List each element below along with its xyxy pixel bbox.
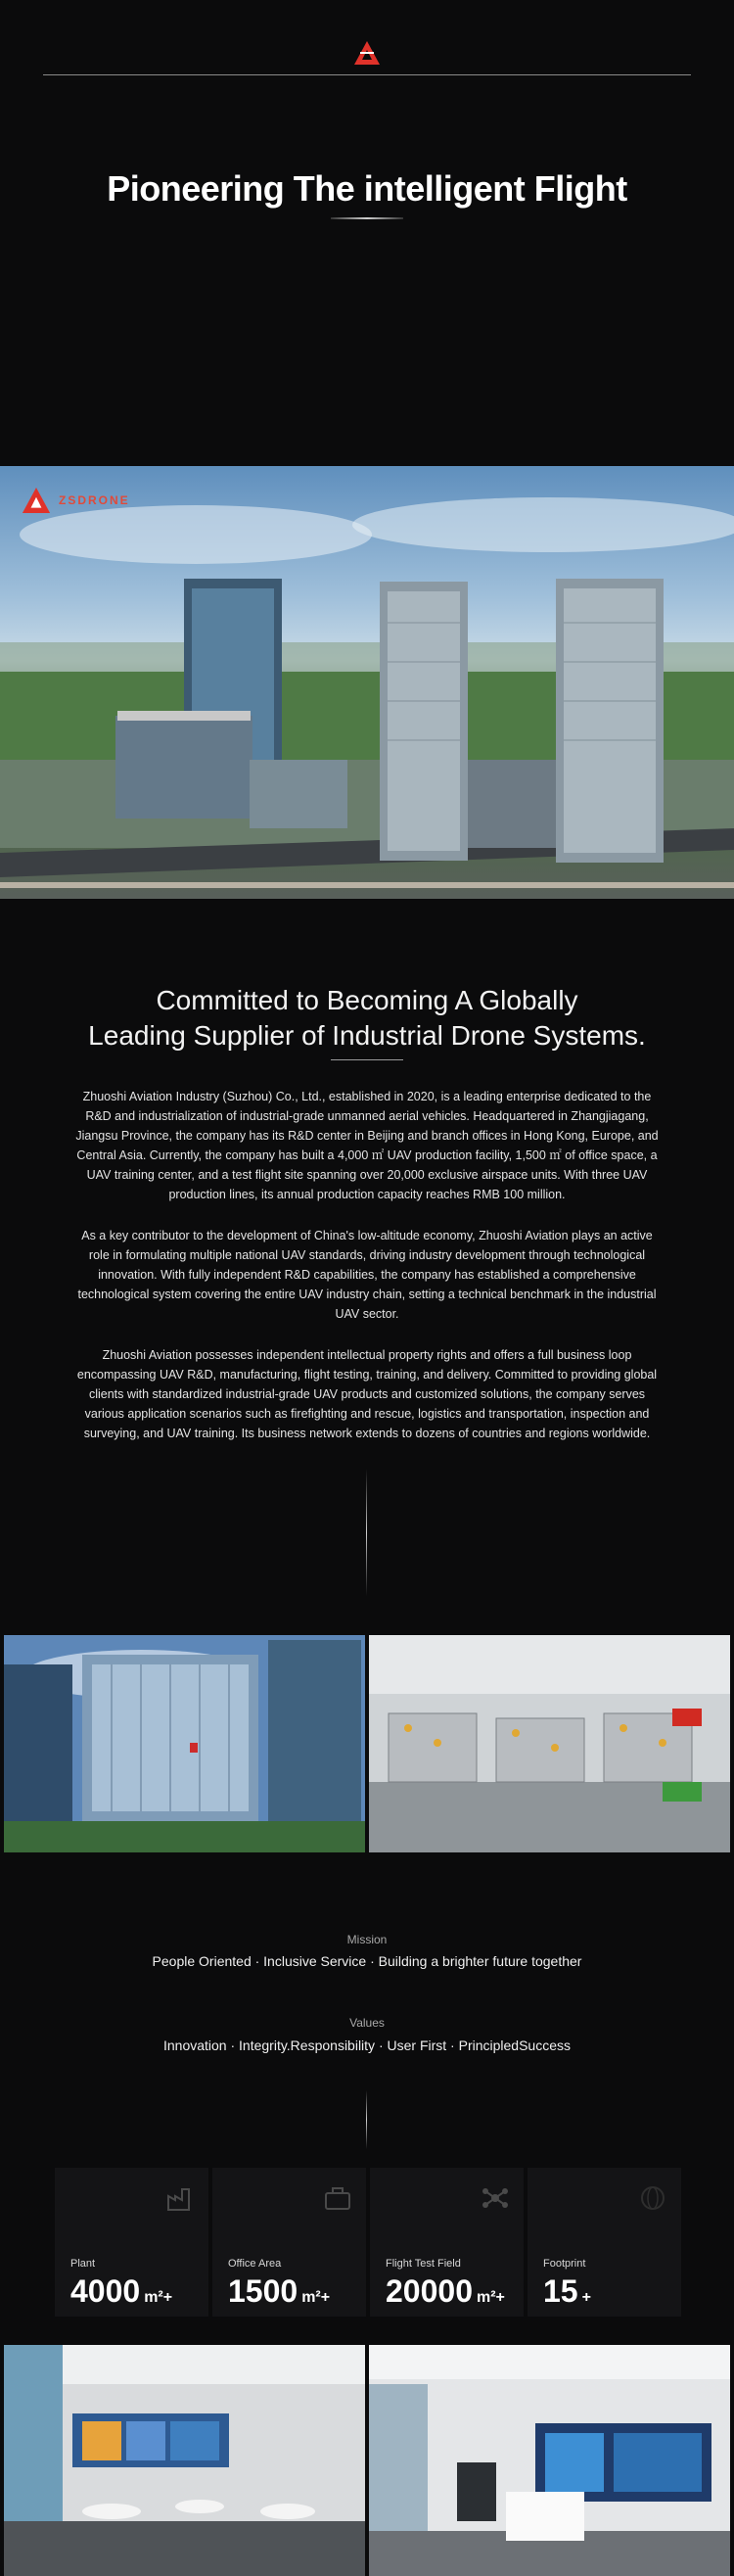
globe-icon [638,2183,667,2213]
stat-label: Footprint [543,2258,586,2270]
stat-card-flight-test [370,2168,524,2317]
stat-card-footprint [528,2168,681,2317]
headquarters-photo [0,466,734,899]
about-title-line1: Committed to Becoming A Globally [156,985,578,1015]
mission-label: Mission [346,1933,388,1946]
production-floor-photo [369,1635,730,1852]
brand-logo-icon [22,488,51,513]
values-text: Innovation · Integrity.Responsibility · User First · PrincipledSuccess [162,2037,571,2053]
about-paragraph-3: Zhuoshi Aviation possesses independent intellectual property rights and offers a full business loop encompassing UAV R&D, manufacturing, flight testing, training, and delivery. Committed to providing global clients with standardized industrial-grade UAV products and customized solutions, the company serves various application scenarios such as firefighting and rescue, logistics and transportation, inspection and surveying, and UAV training. Its business network extends to dozens of countries and regions worldwide. [76,1348,658,1440]
stat-value: 1500 m²+ [228,2273,331,2309]
office-building-photo [4,1635,365,1852]
factory-icon [165,2183,195,2213]
stat-value: 20000 m²+ [386,2273,505,2309]
exhibition-hall-photo [4,2345,365,2576]
values-label: Values [349,2016,385,2030]
stat-label: Office Area [228,2258,282,2270]
hero-underline [331,217,403,219]
photo-brand [22,488,130,513]
hero-title: Pioneering The intelligent Flight [107,168,627,209]
mission-text: People Oriented · Inclusive Service · Building a brighter future together [152,1953,582,1969]
stat-card-plant [55,2168,208,2317]
photo-brand-text: ZSDRONE [59,493,130,507]
briefcase-icon [323,2183,352,2213]
stat-label: Plant [70,2258,96,2270]
about-underline [331,1059,403,1060]
header-divider [43,74,691,75]
stat-value: 15 + [543,2273,591,2309]
values-divider-line [366,2090,367,2149]
drone-icon [481,2183,510,2213]
stats-row [55,2168,681,2317]
about-paragraph-2: As a key contributor to the development of China's low-altitude economy, Zhuoshi Aviation plays an active role in formulating multiple national UAV standards, driving industry development through technological innovation. With fully independent R&D capabilities, the company has established a comprehensive technological system covering the entire UAV industry chain, setting a technical benchmark in the industrial UAV sector. [77,1229,657,1321]
stat-label: Flight Test Field [386,2258,461,2270]
about-title-line2: Leading Supplier of Industrial Drone Systems. [88,1020,646,1051]
about-title [0,983,734,1054]
stat-value: 4000 m²+ [70,2273,173,2309]
stat-card-office [212,2168,366,2317]
about-paragraph-1: Zhuoshi Aviation Industry (Suzhou) Co., Ltd., established in 2020, is a leading enterprise dedicated to the R&D and industrialization of industrial-grade unmanned aerial vehicles. Headquartered in Zhangjiagang, Jiangsu Province, the company has its R&D center in Beijing and branch offices in Hong Kong, Europe, and Central Asia. Currently, the company has built a 4,000 ㎡ UAV production facility, 1,500 ㎡ of office space, a UAV training center, and a test flight site spanning over 20,000 exclusive airspace units. With three UAV production lines, its annual production capacity reaches RMB 100 million. [75,1090,659,1201]
section-divider-line [366,1469,367,1596]
showroom-photo [369,2345,730,2576]
zsdrone-logo-icon[interactable] [354,41,380,65]
